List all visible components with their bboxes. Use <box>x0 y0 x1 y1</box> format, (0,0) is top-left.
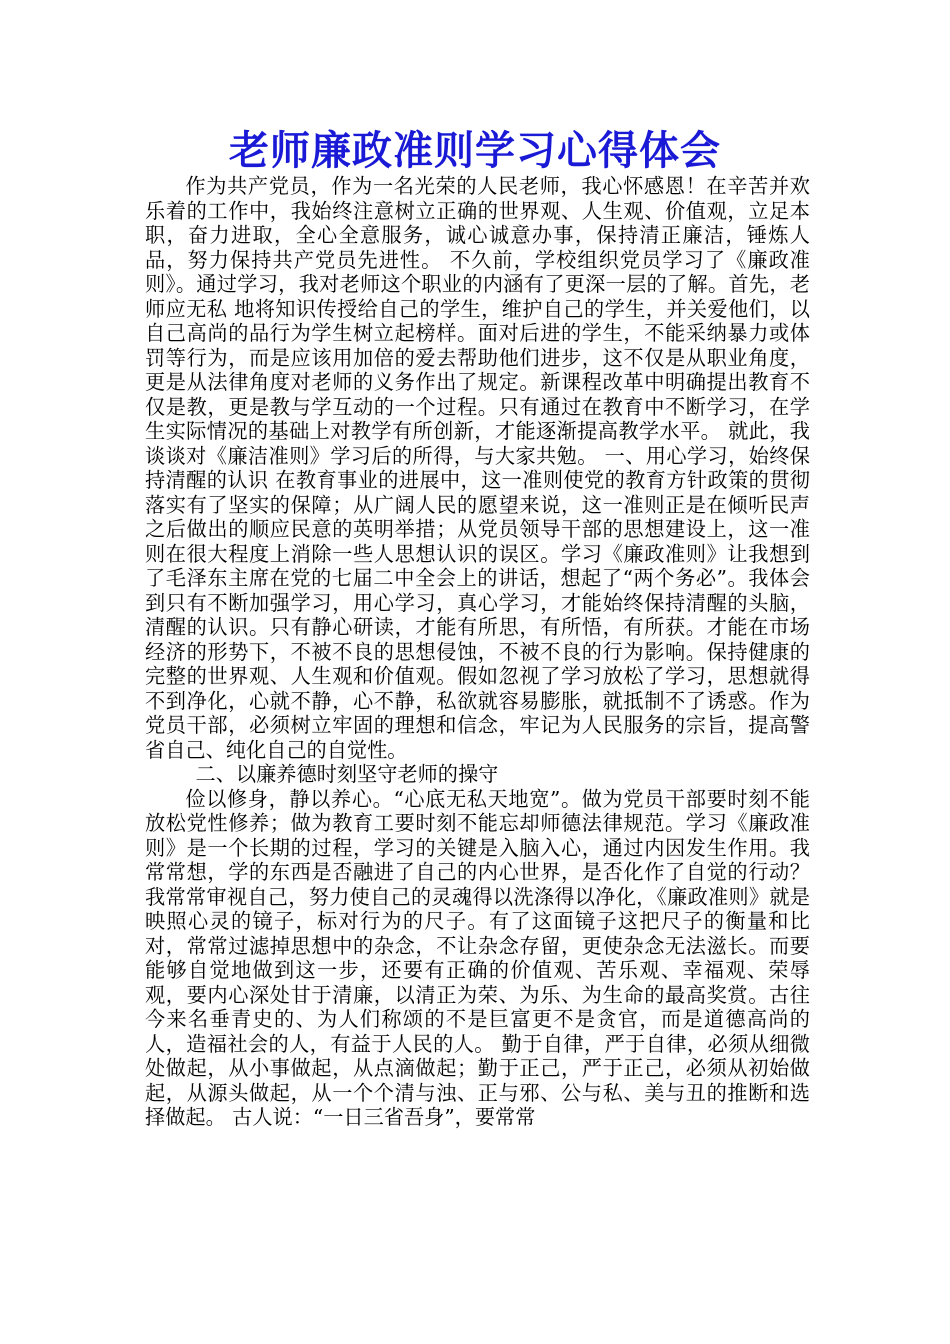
body-paragraph-1: 作为共产党员，作为一名光荣的人民老师，我心怀感恩！在辛苦并欢乐着的工作中，我始终注意树立正确的世界观、人生观、价值观，立足本职，奋力进取，全心全意服务，诚心诚意办事，保持清正廉洁，锤炼人品，努力保持共产党员先进性。 不久前，学校组织党员学习了《廉政准则》。通过学习，我对老师这个职业的内涵有了更深一层的了解。首先，老师应无私 地将知识传授给自己的学生，维护自己的学生，并关爱他们，以自己高尚的品行为学生树立起榜样。面对后进的学生，不能采纳暴力或体罚等行为，而是应该用加倍的爱去帮助他们进步，这不仅是从职业角度，更是从法律角度对老师的义务作出了规定。新课程改革中明确提出教育不仅是教，更是教与学互动的一个过程。只有通过在教育中不断学习，在学生实际情况的基础上对教学有所创新，才能逐渐提高教学水平。 就此，我谈谈对《廉洁准则》学习后的所得，与大家共勉。 一、用心学习，始终保持清醒的认识 在教育事业的进展中，这一准则使党的教育方针政策的贯彻落实有了坚实的保障；从广阔人民的愿望来说，这一准则正是在倾听民声之后做出的顺应民意的英明举措；从党员领导干部的思想建设上，这一准则在很大程度上消除一些人思想认识的误区。学习《廉政准则》让我想到了毛泽东主席在党的七届二中全会上的讲话，想起了“两个务必”。我体会到只有不断加强学习，用心学习，真心学习，才能始终保持清醒的头脑，清醒的认识。只有静心研读，才能有所思，有所悟，有所获。才能在市场经济的形势下，不被不良的思想侵蚀，不被不良的行为影响。保持健康的完整的世界观、人生观和价值观。假如忽视了学习放松了学习，思想就得不到净化，心就不静，心不静，私欲就容易膨胀，就抵制不了诱惑。作为党员干部，必须树立牢固的理想和信念，牢记为人民服务的宗旨，提高警省自己、纯化自己的自觉性。 <box>145 174 810 762</box>
document-body <box>145 174 810 1130</box>
body-paragraph-2: 俭以修身，静以养心。“心底无私天地宽”。做为党员干部要时刻不能放松党性修养；做为教育工要时刻不能忘却师德法律规范。学习《廉政准则》是一个长期的过程，学习的关键是入脑入心，通过内因发生作用。我常常想，学的东西是否融进了自己的内心世界，是否化作了自觉的行动？我常常审视自己，努力使自己的灵魂得以洗涤得以净化，《廉政准则》就是映照心灵的镜子，标对行为的尺子。有了这面镜子这把尺子的衡量和比对，常常过滤掉思想中的杂念，不让杂念存留，更使杂念无法滋长。而要能够自觉地做到这一步，还要有正确的价值观、苦乐观、幸福观、荣辱观，要内心深处甘于清廉，以清正为荣、为乐、为生命的最高奖赏。古往今来名垂青史的、为人们称颂的不是巨富更不是贪官，而是道德高尚的人，造福社会的人，有益于人民的人。 勤于自律，严于自律，必须从细微处做起，从小事做起，从点滴做起；勤于正己，严于正己，必须从初始做起，从源头做起，从一个个清与浊、正与邪、公与私、美与丑的推断和选择做起。 古人说：“一日三省吾身”，要常常 <box>145 786 810 1129</box>
document-title: 老师廉政准则学习心得体会 <box>229 127 721 174</box>
section-heading-2: 二、以廉养德时刻坚守老师的操守 <box>195 762 499 786</box>
